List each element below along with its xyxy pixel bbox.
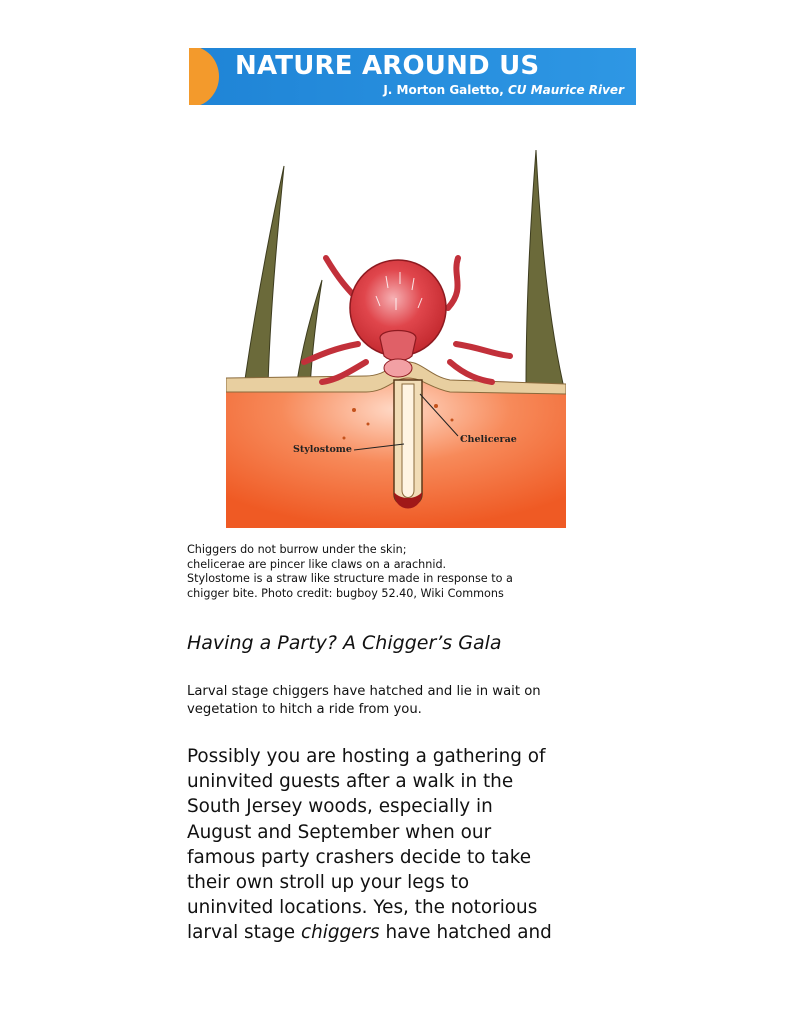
caption-line: chelicerae are pincer like claws on a arachnid. [187,557,447,571]
intro-line: Larval stage chiggers have hatched and lie in wait on [187,684,541,699]
body-line: uninvited guests after a walk in the [187,771,514,793]
byline-author: J. Morton Galetto, [383,83,508,97]
grass-blade [296,280,322,388]
caption-line: chigger bite. Photo credit: bugboy 52.40, Wiki Commons [187,586,504,600]
body-line: Possibly you are hosting a gathering of [187,746,546,767]
intro-line: vegetation to hitch a ride from you. [187,702,422,717]
speckle [367,423,370,426]
chelicerae-label: Chelicerae [460,434,517,445]
body-line: uninvited locations. Yes, the notorious [187,897,538,919]
body-line-segment: larval stage [187,922,301,944]
banner-title: NATURE AROUND US [235,51,540,81]
caption-line: Chiggers do not burrow under the skin; [187,543,407,556]
body-line-segment: have hatched and [379,922,552,944]
banner-byline [383,83,624,97]
speckle [434,404,438,408]
article-heading: Having a Party? A Chigger’s Gala [187,632,502,654]
body-line: their own stroll up your legs to [187,872,470,894]
mite-mouthparts [384,359,412,377]
figure-caption [187,543,607,601]
grass-blade [244,166,284,386]
caption-line: Stylostome is a straw like structure made in response to a [187,572,513,585]
byline-organization: CU Maurice River [507,83,624,97]
body-line-last [187,920,617,945]
chigger-diagram [226,148,566,528]
chigger-illustration [226,148,566,528]
article-body [187,744,617,946]
emphasized-word: chiggers [300,922,380,944]
mite-head [380,331,416,361]
speckle [343,437,346,440]
body-line: August and September when our [187,821,492,843]
grass-blade [526,150,564,388]
body-line: famous party crashers decide to take [187,846,532,868]
banner-orange-accent [189,48,219,105]
speckle [451,419,454,422]
article-intro [187,683,617,719]
stylostome-inner [402,384,414,498]
stylostome-label: Stylostome [293,444,352,455]
speckle [352,408,356,412]
body-line: South Jersey woods, especially in [187,796,493,818]
header-banner [189,48,636,105]
